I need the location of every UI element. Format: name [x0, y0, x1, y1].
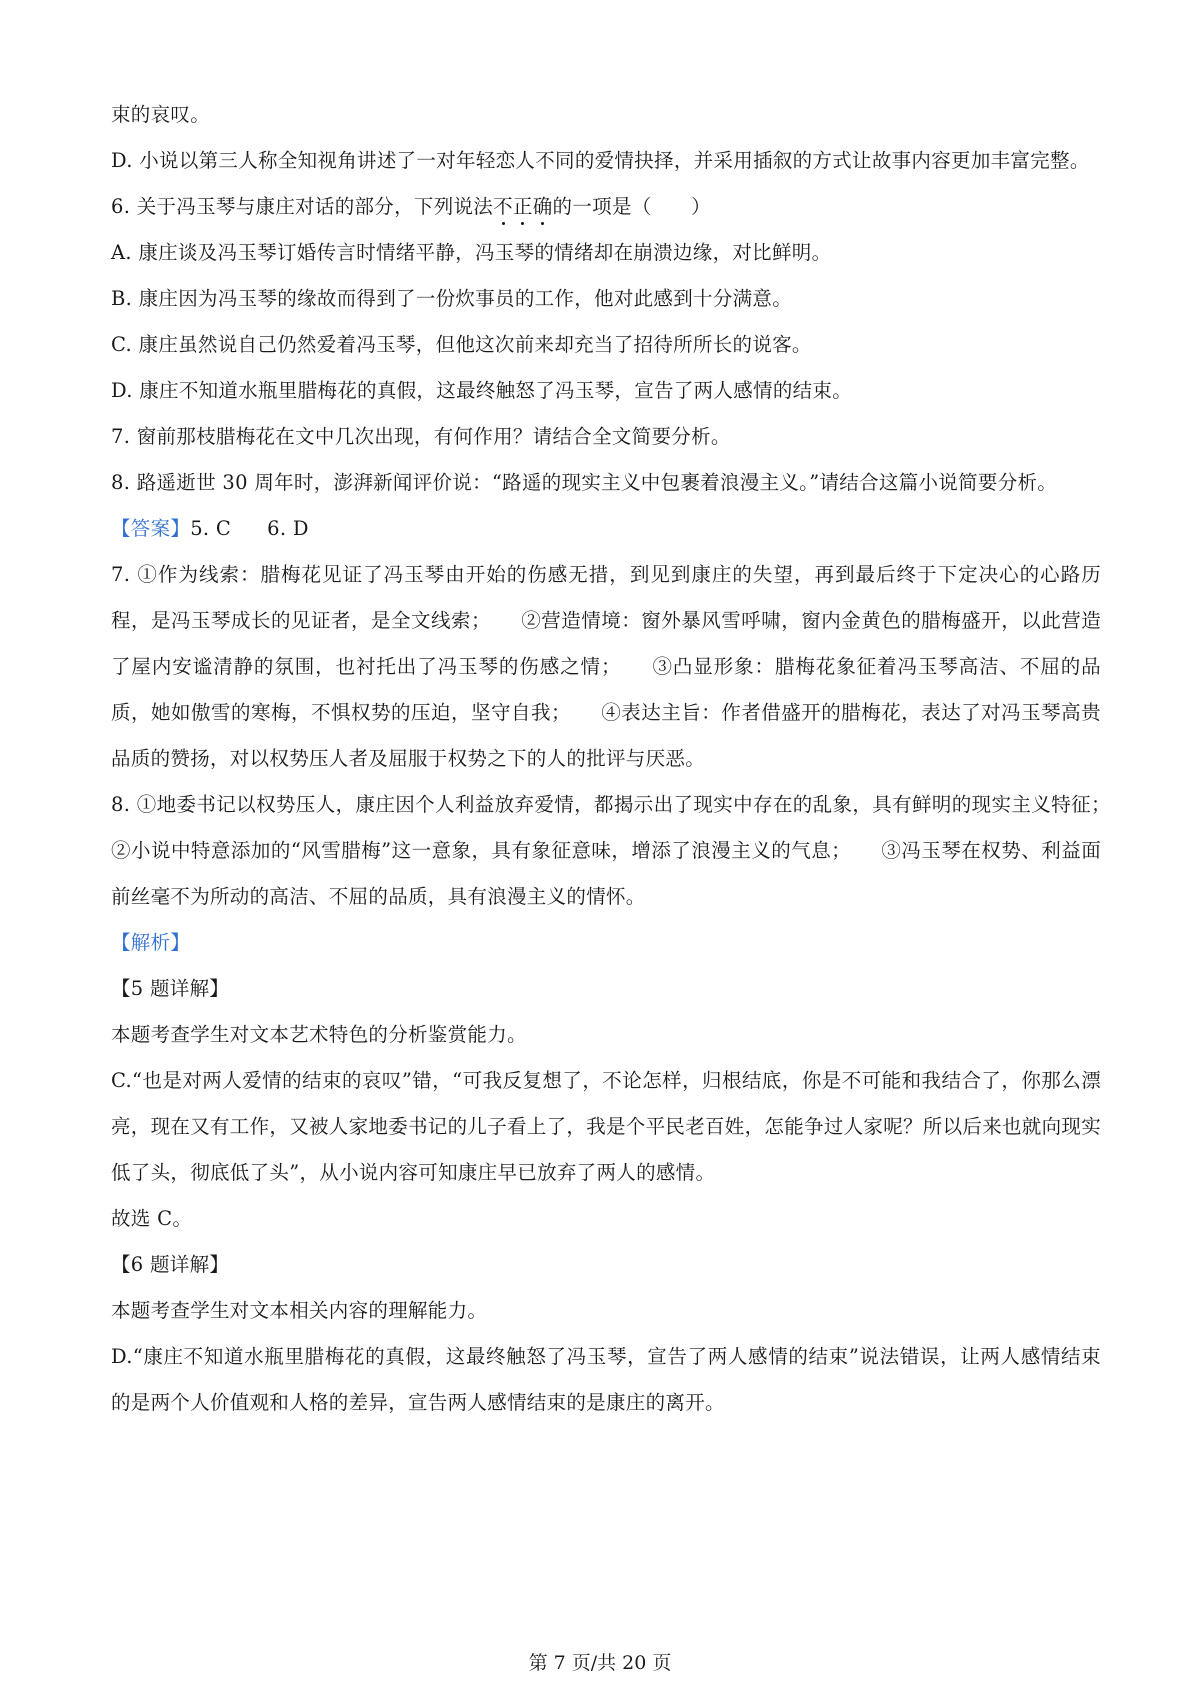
answer-tag: 【答案】 [111, 517, 191, 540]
detail-5-title: 【5 题详解】 [111, 977, 230, 1000]
answer-line [111, 506, 1101, 552]
detail-5-intro: 本题考查学生对文本艺术特色的分析鉴赏能力。 [111, 1023, 527, 1046]
q6-option-b: B. 康庄因为冯玉琴的缘故而得到了一份炊事员的工作，他对此感到十分满意。 [111, 287, 793, 310]
q6-option-a: A. 康庄谈及冯玉琴订婚传言时情绪平静，冯玉琴的情绪却在崩溃边缘，对比鲜明。 [111, 241, 832, 264]
detail-5-body: C.“也是对两人爱情的结束的哀叹”错，“可我反复想了，不论怎样，归根结底，你是不可能和我结合了，你那么漂亮，现在又有工作，又被人家地委书记的儿子看上了，我是个平民老百姓，怎能争过人家呢？所以后来也就向现实低了头，彻底低了头”，从小说内容可知康庄早已放弃了两人的感情。 [111, 1069, 1102, 1184]
answer-6: 6. D [267, 517, 309, 540]
detail-5-choice: 故选 C。 [111, 1207, 193, 1230]
document-body [111, 92, 1101, 1426]
question-8: 8. 路遥逝世 30 周年时，澎湃新闻评价说：“路遥的现实主义中包裹着浪漫主义。”请结合这篇小说简要分析。 [111, 471, 1058, 494]
analysis-tag: 【解析】 [111, 931, 191, 954]
q6-option-c: C. 康庄虽然说自己仍然爱着冯玉琴，但他这次前来却充当了招待所所长的说客。 [111, 333, 812, 356]
answer-8: 8. ①地委书记以权势压人，康庄因个人利益放弃爱情，都揭示出了现实中存在的乱象，具有鲜明的现实主义特征； ②小说中特意添加的“风雪腊梅”这一意象，具有象征意味，增添了浪漫主义的气息； ③冯玉琴在权势、利益面前丝毫不为所动的高洁、不屈的品质，具有浪漫主义的情怀。 [111, 793, 1101, 908]
question-7: 7. 窗前那枝腊梅花在文中几次出现，有何作用？请结合全文简要分析。 [111, 425, 731, 448]
detail-6-body: D.“康庄不知道水瓶里腊梅花的真假，这最终触怒了冯玉琴，宣告了两人感情的结束”说法错误，让两人感情结束的是两个人价值观和人格的差异，宣告两人感情结束的是康庄的离开。 [111, 1345, 1101, 1414]
analysis-line [111, 920, 1101, 966]
question-6: 6. 关于冯玉琴与康庄对话的部分，下列说法不正确的一项是（ ） [111, 184, 1101, 230]
q6-option-d: D. 康庄不知道水瓶里腊梅花的真假，这最终触怒了冯玉琴，宣告了两人感情的结束。 [111, 379, 853, 402]
detail-6-title: 【6 题详解】 [111, 1253, 230, 1276]
detail-6-intro: 本题考查学生对文本相关内容的理解能力。 [111, 1299, 488, 1322]
emphasis-char: 确 [533, 184, 553, 230]
emphasis-char: 不 [493, 184, 513, 230]
continued-option-c: 束的哀叹。 [111, 103, 211, 126]
answer-5: 5. C [190, 517, 232, 540]
answer-7: 7. ①作为线索：腊梅花见证了冯玉琴由开始的伤感无措，到见到康庄的失望，再到最后终于下定决心的心路历程，是冯玉琴成长的见证者，是全文线索； ②营造情境：窗外暴风雪呼啸，窗内金黄色的腊梅盛开，以此营造了屋内安谧清静的氛围，也衬托出了冯玉琴的伤感之情； ③凸显形象：腊梅花象征着冯玉琴高洁、不屈的品质，她如傲雪的寒梅，不惧权势的压迫，坚守自我； ④表达主旨：作者借盛开的腊梅花，表达了对冯玉琴高贵品质的赞扬，对以权势压人者及屈服于权势之下的人的批评与厌恶。 [111, 563, 1101, 770]
page-footer: 第 7 页/共 20 页 [528, 1652, 672, 1674]
emphasis-char: 正 [513, 184, 533, 230]
q5-option-d: D. 小说以第三人称全知视角讲述了一对年轻恋人不同的爱情抉择，并采用插叙的方式让故事内容更加丰富完整。 [111, 149, 1090, 172]
